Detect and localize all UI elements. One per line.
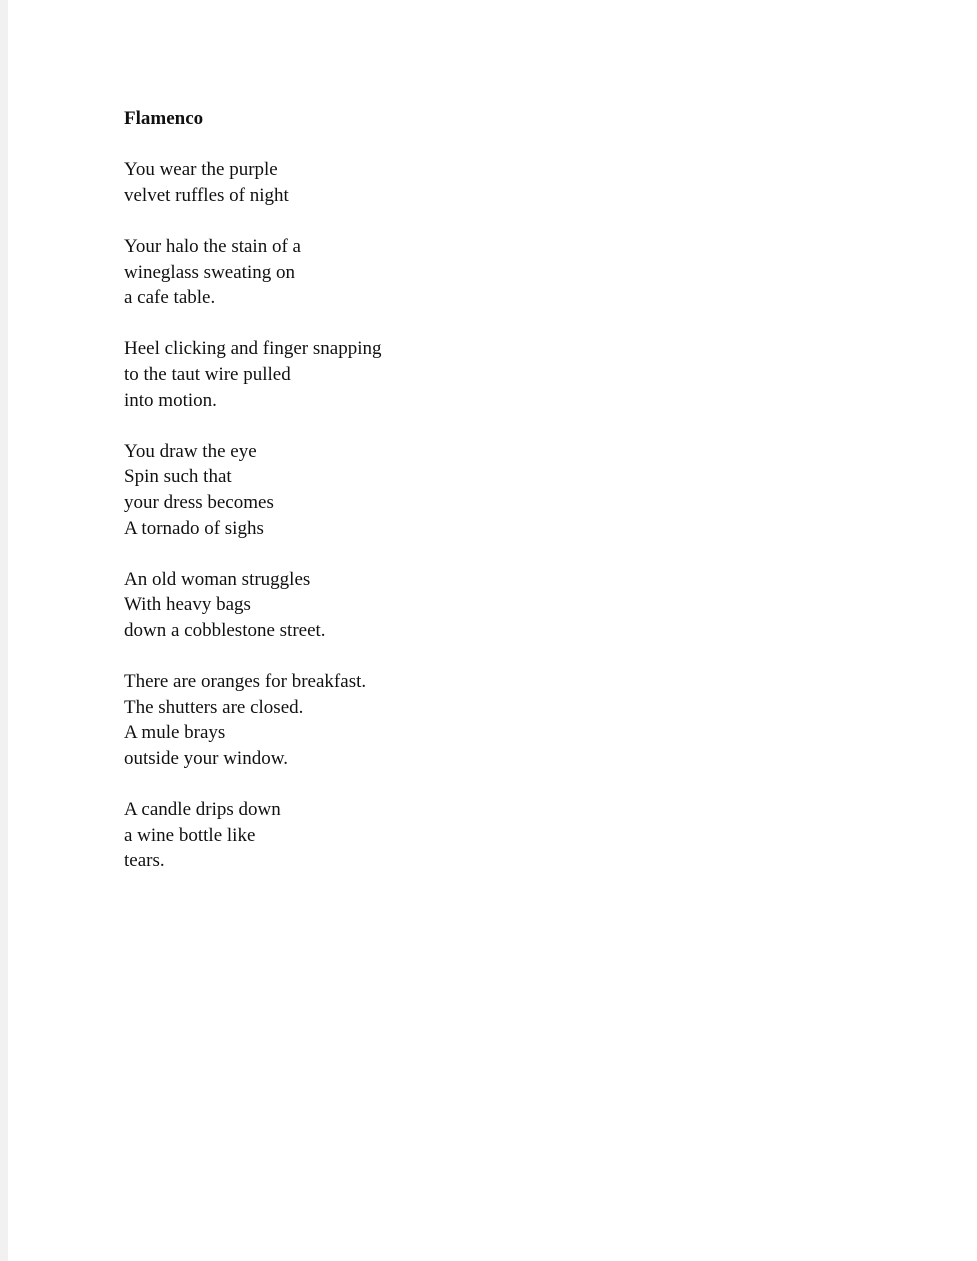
poem-line: With heavy bags bbox=[124, 594, 251, 616]
left-margin-strip bbox=[0, 0, 8, 1261]
poem-line: Your halo the stain of a bbox=[124, 235, 301, 257]
poem-title: Flamenco bbox=[124, 108, 204, 129]
poem-line: Spin such that bbox=[124, 466, 232, 488]
poem-line: You wear the purple bbox=[124, 159, 278, 181]
poem-line: down a cobblestone street. bbox=[124, 619, 326, 641]
poem-line: a wine bottle like bbox=[124, 824, 256, 846]
poem-line: a cafe table. bbox=[124, 287, 216, 309]
poem-line: A tornado of sighs bbox=[124, 517, 264, 539]
poem-line: velvet ruffles of night bbox=[124, 184, 289, 206]
stanza-6 bbox=[124, 669, 381, 771]
poem-line: tears. bbox=[124, 850, 165, 872]
poem-line: wineglass sweating on bbox=[124, 261, 295, 283]
poem-line: A candle drips down bbox=[124, 799, 281, 821]
poem-line: into motion. bbox=[124, 389, 217, 411]
document-page bbox=[8, 0, 977, 1261]
poem-line: There are oranges for breakfast. bbox=[124, 671, 367, 693]
stanza-3 bbox=[124, 336, 381, 413]
poem-line: A mule brays bbox=[124, 722, 226, 744]
stanza-2 bbox=[124, 234, 381, 311]
poem-line: Heel clicking and finger snapping bbox=[124, 338, 382, 360]
poem-line: to the taut wire pulled bbox=[124, 363, 291, 385]
stanza-5 bbox=[124, 567, 381, 644]
poem-line: An old woman struggles bbox=[124, 568, 311, 590]
stanza-7 bbox=[124, 797, 381, 874]
stanza-1 bbox=[124, 157, 381, 208]
poem bbox=[124, 106, 381, 899]
poem-line: your dress becomes bbox=[124, 491, 274, 513]
poem-line: outside your window. bbox=[124, 747, 288, 769]
poem-line: You draw the eye bbox=[124, 440, 257, 462]
poem-line: The shutters are closed. bbox=[124, 696, 304, 718]
stanza-4 bbox=[124, 439, 381, 541]
